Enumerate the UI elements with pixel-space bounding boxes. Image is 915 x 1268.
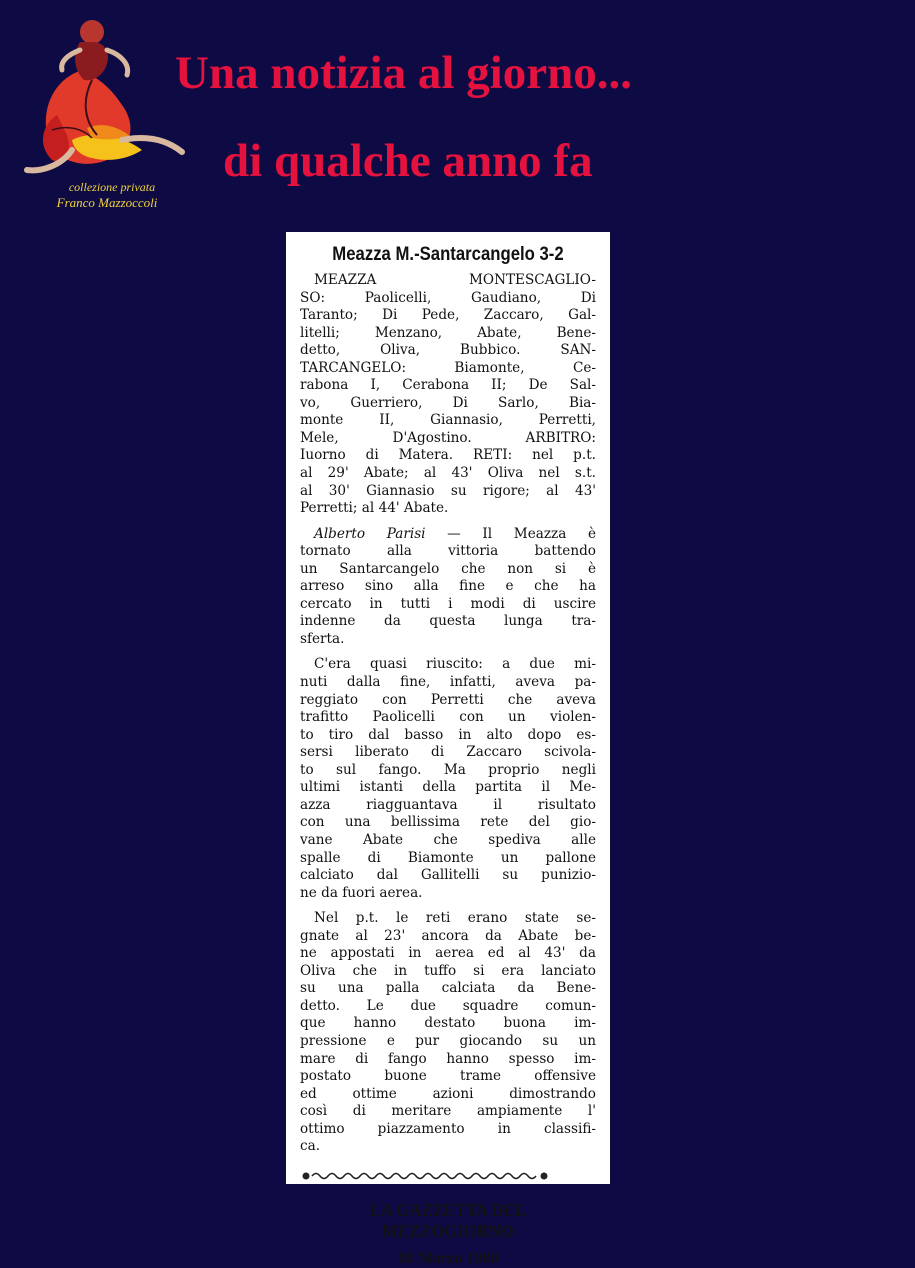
article-title: Meazza M.-Santarcangelo 3-2: [332, 244, 564, 265]
newspaper-source: LA GAZZETTA DEL MEZZOGIORNO: [369, 1199, 527, 1241]
article-line: Oliva che in tuffo si era lanciato: [300, 962, 596, 979]
article-paragraph: [300, 272, 596, 518]
decorative-rule-icon: [300, 1170, 550, 1182]
article-line: SO: Paolicelli, Gaudiano, Di: [300, 289, 596, 306]
logo: [12, 10, 192, 225]
article-line: su una palla calciata da Bene-: [300, 980, 596, 997]
article-date: 18 Marzo 1980: [397, 1249, 499, 1267]
article-line: pressione e pur giocando su un: [300, 1032, 596, 1049]
article-line: un Santarcangelo che non si è: [300, 560, 596, 577]
article-line: Iuorno di Matera. RETI: nel p.t.: [300, 447, 596, 464]
article-line: tornato alla vittoria battendo: [300, 543, 596, 560]
article-line: postato buone trame offensive: [300, 1068, 596, 1085]
article-line: Mele, D'Agostino. ARBITRO:: [300, 429, 596, 446]
article-paragraph: [300, 656, 596, 902]
dancer-painting-logo-icon: [12, 10, 192, 185]
article-line: litelli; Menzano, Abate, Bene-: [300, 324, 596, 341]
article-line: to sul fango. Ma proprio negli: [300, 761, 596, 778]
article-line: ultimi istanti della partita il Me-: [300, 779, 596, 796]
headline-line2: di qualche anno fa: [223, 135, 593, 187]
article-line: monte II, Giannasio, Perretti,: [300, 412, 596, 429]
logo-caption-line1: collezione privata: [68, 180, 156, 194]
article-line: al 29' Abate; al 43' Oliva nel s.t.: [300, 465, 596, 482]
article-line: azza riagguantava il risultato: [300, 796, 596, 813]
article-line: MEAZZA MONTESCAGLIO-: [314, 272, 596, 288]
article-line: trafitto Paolicelli con un violen-: [300, 709, 596, 726]
article-line: mare di fango hanno spesso im-: [300, 1050, 596, 1067]
article-line: calciato dal Gallitelli su punizio-: [300, 867, 596, 884]
article-line: TARCANGELO: Biamonte, Ce-: [300, 359, 596, 376]
paragraph-gap: [300, 518, 596, 526]
logo-caption-line2: Franco Mazzoccoli: [56, 195, 158, 210]
paragraph-gap: [300, 902, 596, 910]
headline-line1: Una notizia al giorno...: [175, 47, 632, 99]
article-line: que hanno destato buona im-: [300, 1015, 596, 1032]
article-line: sersi liberato di Zaccaro scivola-: [300, 744, 596, 761]
article-body: [300, 272, 596, 1156]
article-paragraph: [300, 526, 596, 649]
article-line: cercato in tutti i modi di uscire: [300, 595, 596, 612]
article-line: così di meritare ampiamente l': [300, 1103, 596, 1120]
paragraph-gap: [300, 648, 596, 656]
article-line: Perretti; al 44' Abate.: [300, 500, 449, 517]
article-line: vo, Guerriero, Di Sarlo, Bia-: [300, 394, 596, 411]
article-line: C'era quasi riuscito: a due mi-: [314, 656, 596, 673]
article-line: sferta.: [300, 630, 345, 647]
article-line: ne appostati in aerea ed al 43' da: [300, 945, 596, 962]
article-line: nuti dalla fine, infatti, aveva pa-: [300, 674, 596, 691]
article-line: reggiato con Perretti che aveva: [300, 691, 596, 708]
article-line: ed ottime azioni dimostrando: [300, 1085, 596, 1102]
article-line: ne da fuori aerea.: [300, 884, 423, 901]
article-line: gnate al 23' ancora da Abate be-: [300, 927, 596, 944]
logo-caption: [12, 180, 192, 211]
article-line: arreso sino alla fine e che ha: [300, 578, 596, 595]
article-line: detto, Oliva, Bubbico. SAN-: [300, 342, 596, 359]
article-line: Alberto Parisi — Il Meazza è: [314, 525, 597, 542]
article-line: ottimo piazzamento in classifi-: [300, 1120, 596, 1137]
article-line: al 30' Giannasio su rigore; al 43': [300, 482, 596, 499]
article-line: spalle di Biamonte un pallone: [300, 849, 596, 866]
article-line: Nel p.t. le reti erano state se-: [314, 910, 596, 927]
article-line: indenne da questa lunga tra-: [300, 613, 596, 630]
article-line: ca.: [300, 1138, 321, 1155]
article-paragraph: [300, 910, 596, 1156]
newspaper-clipping: [286, 232, 610, 1267]
article-line: to tiro dal basso in alto dopo es-: [300, 726, 596, 743]
article-line: con una bellissima rete del gio-: [300, 814, 596, 831]
article-line: vane Abate che spediva alle: [300, 831, 596, 848]
article-line: rabona I, Cerabona II; De Sal-: [300, 377, 596, 394]
article-line: Taranto; Di Pede, Zaccaro, Gal-: [300, 307, 596, 324]
article-byline: Alberto Parisi: [314, 525, 426, 542]
article-line: detto. Le due squadre comun-: [300, 997, 596, 1014]
